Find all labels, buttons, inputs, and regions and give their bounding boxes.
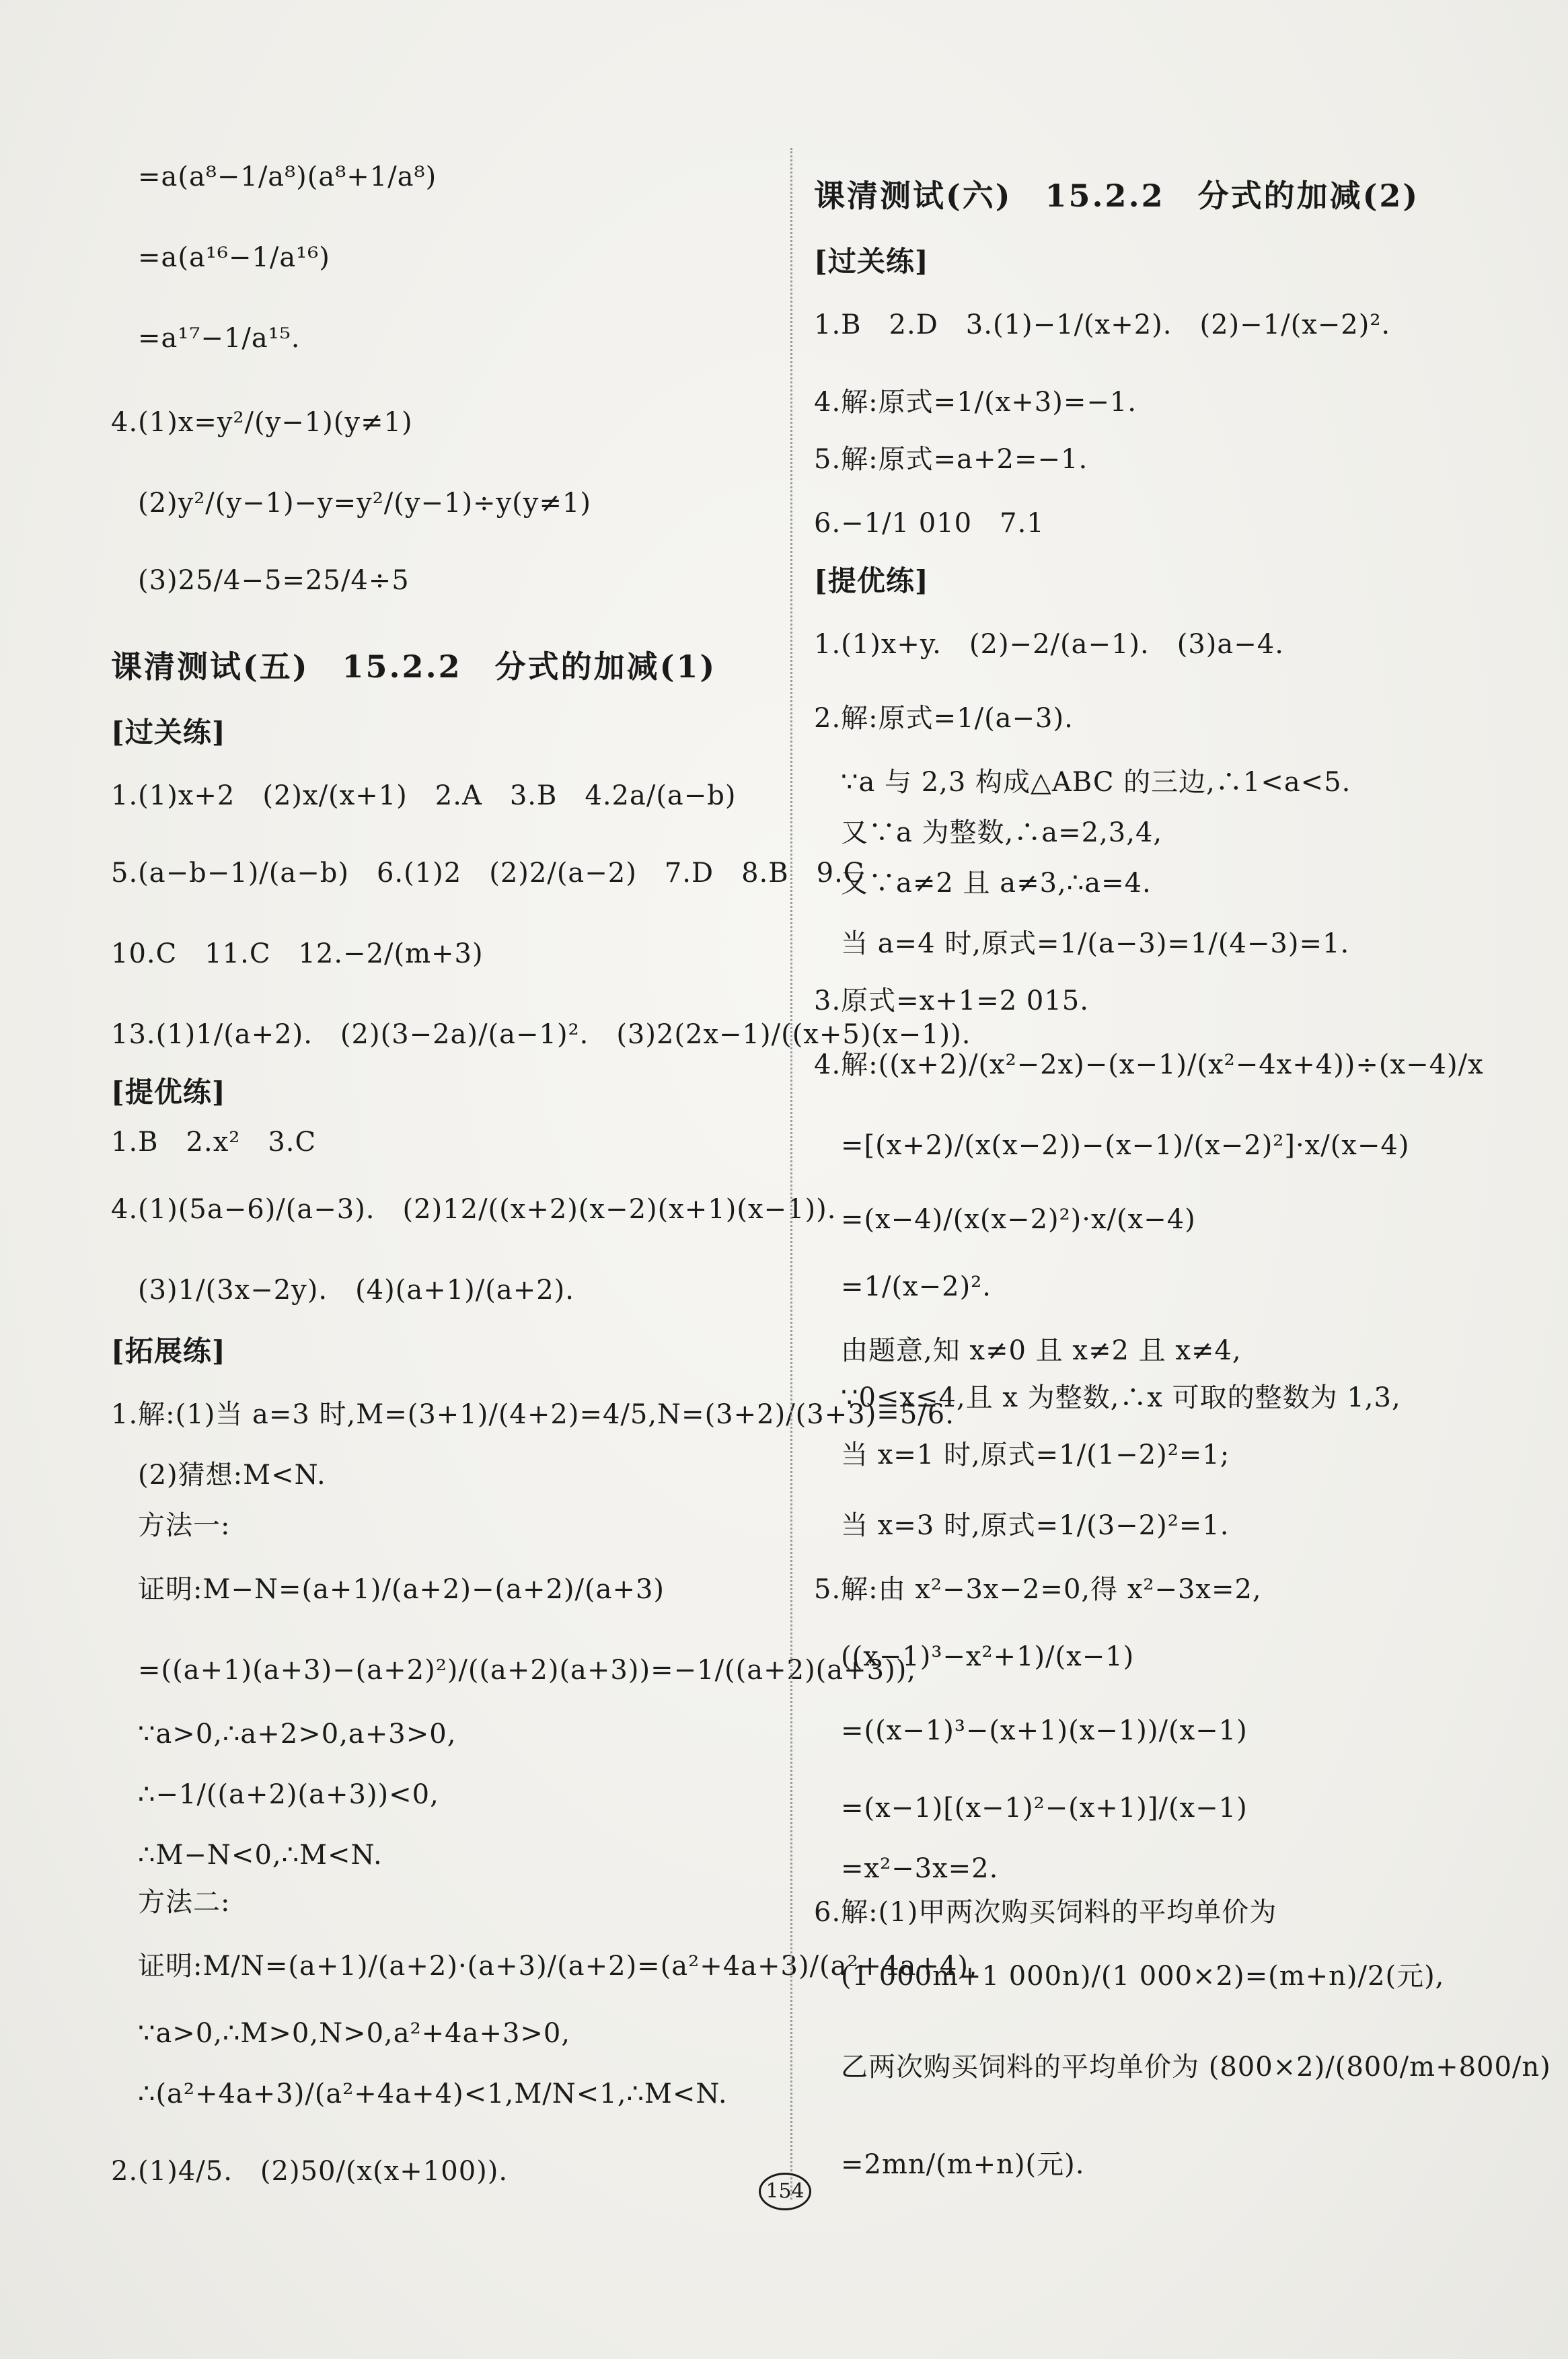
- answer-line: 当 a=4 时,原式=1/(a−3)=1/(4−3)=1.: [841, 928, 1350, 959]
- answer-line: =x²−3x=2.: [841, 1853, 999, 1884]
- section-heading: 课清测试(五) 15.2.2 分式的加减(1): [111, 648, 717, 685]
- section-tag: [过关练]: [814, 245, 929, 278]
- answer-line: =(x−4)/(x(x−2)²)·x/(x−4): [841, 1204, 1196, 1235]
- answer-line: 6.−1/1 010 7.1: [814, 508, 1045, 539]
- section-heading: 课清测试(六) 15.2.2 分式的加减(2): [814, 178, 1420, 214]
- answer-line: 方法二:: [138, 1887, 231, 1918]
- answer-line: 证明:M/N=(a+1)/(a+2)·(a+3)/(a+2)=(a²+4a+3)/(a²+4a+4),: [138, 1951, 978, 1982]
- answer-line: ∵0≤x≤4,且 x 为整数,∴x 可取的整数为 1,3,: [841, 1382, 1401, 1413]
- answer-line: ∵a>0,∴M>0,N>0,a²+4a+3>0,: [138, 2018, 571, 2049]
- answer-line: 1.B 2.x² 3.C: [111, 1127, 317, 1158]
- answer-line: =1/(x−2)².: [841, 1271, 992, 1302]
- answer-line: 4.解:原式=1/(x+3)=−1.: [814, 387, 1137, 418]
- answer-line: 又∵a 为整数,∴a=2,3,4,: [841, 817, 1163, 848]
- text-line: =a(a⁸−1/a⁸)(a⁸+1/a⁸): [138, 161, 437, 192]
- section-tag: [过关练]: [111, 716, 226, 749]
- answer-line: 6.解:(1)甲两次购买饲料的平均单价为: [814, 1897, 1277, 1928]
- answer-line: 4.(1)(5a−6)/(a−3). (2)12/((x+2)(x−2)(x+1)(x−1)).: [111, 1194, 837, 1225]
- answer-line: 1.(1)x+2 (2)x/(x+1) 2.A 3.B 4.2a/(a−b): [111, 780, 737, 811]
- answer-line: 13.(1)1/(a+2). (2)(3−2a)/(a−1)². (3)2(2x−1)/((x+5)(x−1)).: [111, 1019, 971, 1050]
- answer-line: 1.B 2.D 3.(1)−1/(x+2). (2)−1/(x−2)².: [814, 309, 1391, 340]
- answer-line: 由题意,知 x≠0 且 x≠2 且 x≠4,: [841, 1335, 1242, 1366]
- answer-line: (2)猜想:M<N.: [138, 1460, 326, 1491]
- answer-line: =2mn/(m+n)(元).: [841, 2149, 1085, 2180]
- answer-line: 10.C 11.C 12.−2/(m+3): [111, 938, 484, 969]
- answer-line: ∴(a²+4a+3)/(a²+4a+4)<1,M/N<1,∴M<N.: [138, 2079, 728, 2109]
- answer-line: 5.解:由 x²−3x−2=0,得 x²−3x=2,: [814, 1574, 1262, 1605]
- answer-line: 证明:M−N=(a+1)/(a+2)−(a+2)/(a+3): [138, 1574, 665, 1605]
- answer-line: =((x−1)³−(x+1)(x−1))/(x−1): [841, 1715, 1248, 1746]
- text-line: =a¹⁷−1/a¹⁵.: [138, 323, 301, 354]
- section-tag: [提优练]: [111, 1076, 226, 1109]
- answer-line: (1 000m+1 000n)/(1 000×2)=(m+n)/2(元),: [841, 1961, 1445, 1992]
- answer-line: 方法一:: [138, 1510, 231, 1541]
- answer-line: ∴−1/((a+2)(a+3))<0,: [138, 1779, 439, 1810]
- answer-line: 2.(1)4/5. (2)50/(x(x+100)).: [111, 2156, 509, 2187]
- answer-line: 2.解:原式=1/(a−3).: [814, 703, 1074, 734]
- answer-line: 1.(1)x+y. (2)−2/(a−1). (3)a−4.: [814, 629, 1284, 660]
- answer-line: (3)1/(3x−2y). (4)(a+1)/(a+2).: [138, 1275, 574, 1306]
- answer-line: 1.解:(1)当 a=3 时,M=(3+1)/(4+2)=4/5,N=(3+2)/(3+3)=5/6.: [111, 1399, 955, 1430]
- page-number: 154: [759, 2173, 811, 2210]
- answer-line: =((a+1)(a+3)−(a+2)²)/((a+2)(a+3))=−1/((a+2)(a+3)),: [138, 1655, 917, 1686]
- answer-line: 5.(a−b−1)/(a−b) 6.(1)2 (2)2/(a−2) 7.D 8.B 9.C: [111, 858, 865, 889]
- answer-line: 4.解:((x+2)/(x²−2x)−(x−1)/(x²−4x+4))÷(x−4)/x: [814, 1049, 1484, 1080]
- answer-line: 乙两次购买饲料的平均单价为 (800×2)/(800/m+800/n): [841, 2052, 1551, 2083]
- answer-line: =[(x+2)/(x(x−2))−(x−1)/(x−2)²]·x/(x−4): [841, 1130, 1410, 1161]
- section-tag: [提优练]: [814, 564, 929, 597]
- text-line: (2)y²/(y−1)−y=y²/(y−1)÷y(y≠1): [138, 488, 591, 519]
- answer-line: ∵a 与 2,3 构成△ABC 的三边,∴1<a<5.: [841, 767, 1351, 798]
- answer-line: ∴M−N<0,∴M<N.: [138, 1840, 383, 1871]
- answer-line: 又∵a≠2 且 a≠3,∴a=4.: [841, 868, 1152, 899]
- answer-line: ∵a>0,∴a+2>0,a+3>0,: [138, 1719, 457, 1750]
- column-divider: [790, 148, 792, 2200]
- text-line: (3)25/4−5=25/4÷5: [138, 565, 410, 596]
- answer-line: 当 x=1 时,原式=1/(1−2)²=1;: [841, 1439, 1230, 1470]
- answer-line: =(x−1)[(x−1)²−(x+1)]/(x−1): [841, 1793, 1248, 1824]
- answer-line: 3.原式=x+1=2 015.: [814, 985, 1089, 1016]
- section-tag: [拓展练]: [111, 1335, 226, 1368]
- text-line: 4.(1)x=y²/(y−1)(y≠1): [111, 407, 413, 438]
- text-line: =a(a¹⁶−1/a¹⁶): [138, 242, 330, 273]
- answer-line: ((x−1)³−x²+1)/(x−1): [841, 1641, 1135, 1672]
- answer-line: 5.解:原式=a+2=−1.: [814, 444, 1088, 475]
- answer-line: 当 x=3 时,原式=1/(3−2)²=1.: [841, 1510, 1230, 1541]
